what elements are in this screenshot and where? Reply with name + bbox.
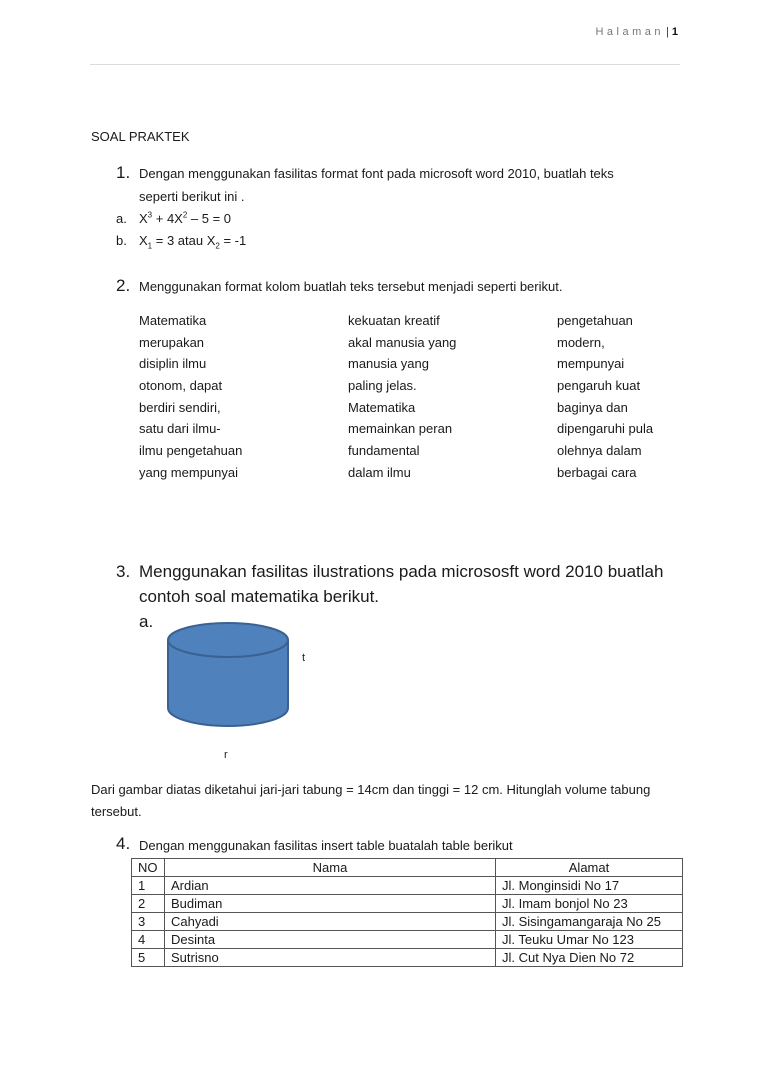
header-no: NO [132, 859, 165, 877]
header-nama: Nama [165, 859, 496, 877]
students-table [131, 858, 683, 967]
table-row: 2 Budiman Jl. Imam bonjol No 23 [132, 895, 683, 913]
q1-number: 1. [116, 163, 131, 182]
problem-line1: Dari gambar diatas diketahui jari-jari tabung = 14cm dan tinggi = 12 cm. Hitunglah volume tabung [91, 782, 651, 797]
cylinder-illustration [164, 620, 292, 730]
q2-number: 2. [116, 276, 131, 295]
q3-sub-a: a. [139, 612, 154, 631]
header-alamat: Alamat [496, 859, 683, 877]
q4-text: Dengan menggunakan fasilitas insert table buatalah table berikut [139, 838, 513, 853]
q1-a-marker: a. [116, 211, 127, 226]
q1-a-equation: $X^3 + 4X^2 - 5 = 0$ [139, 210, 232, 226]
q1-b-marker: b. [116, 233, 127, 248]
section-title: SOAL PRAKTEK [91, 129, 190, 144]
text-column-3: pengetahuan modern, mempunyai pengaruh kuat baginya dan dipengaruhi pula olehnya dalam berbagai cara [557, 313, 654, 480]
header-label: Halaman [595, 26, 665, 38]
cylinder-top [168, 623, 288, 657]
text-column-2: kekuatan kreatif akal manusia yang manusia yang paling jelas. Matematika memainkan peran fundamental dalam ilmu [348, 313, 457, 480]
problem-line2: tersebut. [91, 804, 142, 819]
q2-text: Menggunakan format kolom buatlah teks tersebut menjadi seperti berikut. [139, 279, 563, 294]
text-column-1: Matematika merupakan disiplin ilmu otonom, dapat berdiri sendiri, satu dari ilmu- ilmu pengetahuan yang mempunyai [139, 313, 243, 480]
q3-line1: Menggunakan fasilitas ilustrations pada micrososft word 2010 buatlah [139, 562, 664, 581]
q3-number: 3. [116, 562, 131, 581]
page-number: 1 [671, 26, 678, 38]
table-row: 1 Ardian Jl. Monginsidi No 17 [132, 877, 683, 895]
q1-line1: Dengan menggunakan fasilitas format font pada microsoft word 2010, buatlah teks [139, 166, 614, 181]
q1-line2: seperti berikut ini . [139, 189, 245, 204]
q4-number: 4. [116, 834, 131, 853]
radius-label: r [224, 749, 228, 761]
height-label: t [302, 652, 306, 664]
table-row: 3 Cahyadi Jl. Sisingamangaraja No 25 [132, 913, 683, 931]
q1-b-equation: $X_1 = 3$ atau $X_2 = -1$ [139, 233, 247, 251]
q3-line2: contoh soal matematika berikut. [139, 587, 380, 606]
table-header-row [132, 859, 683, 877]
header-divider [90, 64, 680, 65]
table-row: 4 Desinta Jl. Teuku Umar No 123 [132, 931, 683, 949]
header-separator: | [666, 26, 669, 38]
table-row: 5 Sutrisno Jl. Cut Nya Dien No 72 [132, 949, 683, 967]
page-header [595, 26, 678, 38]
